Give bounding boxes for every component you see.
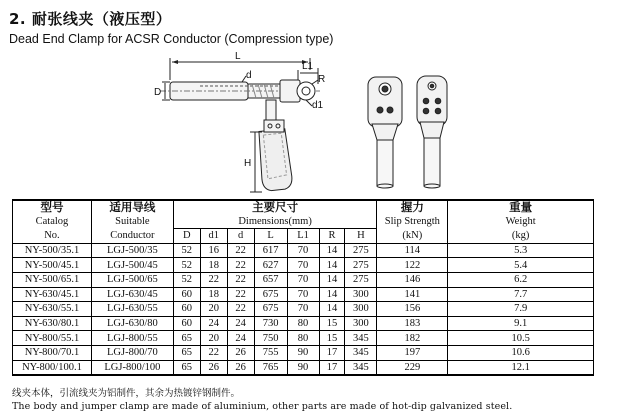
footnote-en: The body and jumper clamp are made of aluminium, other parts are made of hot-dip galvanized steel.	[12, 401, 513, 412]
front-view-jumper-clamp	[417, 76, 447, 188]
cell-d: 22	[227, 302, 254, 317]
cell-conductor: LGJ-630/55	[91, 302, 173, 317]
table-row	[13, 258, 594, 273]
cell-conductor: LGJ-800/55	[91, 331, 173, 346]
cell-slip: 146	[377, 272, 448, 287]
header-slip-en-1: Slip Strength	[377, 215, 448, 229]
cell-model: NY-500/65.1	[13, 272, 92, 287]
cell-l: 765	[254, 360, 287, 375]
cell-l1: 70	[287, 302, 319, 317]
dim-label-d1: d1	[312, 100, 324, 111]
cell-conductor: LGJ-500/65	[91, 272, 173, 287]
header-dim-d1: d1	[200, 229, 227, 244]
table-row	[13, 345, 594, 360]
cell-model: NY-500/35.1	[13, 243, 92, 258]
cell-d: 65	[173, 360, 200, 375]
cell-model: NY-630/45.1	[13, 287, 92, 302]
cell-d1: 22	[200, 272, 227, 287]
header-slip-cn: 握力	[377, 200, 448, 215]
dim-label-L1: L1	[302, 61, 314, 72]
cell-d1: 22	[200, 345, 227, 360]
cell-model: NY-630/55.1	[13, 302, 92, 317]
cell-d: 22	[227, 243, 254, 258]
header-dim-L: L	[254, 229, 287, 244]
header-dims-cn: 主要尺寸	[173, 200, 377, 215]
dim-label-H: H	[244, 158, 252, 169]
cell-r: 14	[319, 272, 345, 287]
dim-label-R: R	[318, 74, 326, 85]
header-model-cn: 型号	[13, 200, 92, 215]
cell-conductor: LGJ-630/80	[91, 316, 173, 331]
header-model-en-1: Catalog	[13, 215, 92, 229]
cell-slip: 122	[377, 258, 448, 273]
cell-weight: 9.1	[448, 316, 594, 331]
table-row	[13, 243, 594, 258]
table-row	[13, 287, 594, 302]
cell-l: 657	[254, 272, 287, 287]
cell-d: 65	[173, 331, 200, 346]
header-dim-H: H	[345, 229, 377, 244]
cell-l: 675	[254, 302, 287, 317]
cell-r: 15	[319, 316, 345, 331]
cell-l1: 70	[287, 243, 319, 258]
cell-l1: 80	[287, 331, 319, 346]
cell-l1: 70	[287, 272, 319, 287]
cell-d: 60	[173, 287, 200, 302]
cell-d1: 16	[200, 243, 227, 258]
cell-d: 24	[227, 316, 254, 331]
cell-weight: 7.9	[448, 302, 594, 317]
table-row	[13, 272, 594, 287]
cell-h: 275	[345, 272, 377, 287]
cell-l1: 90	[287, 345, 319, 360]
dim-label-d: d	[246, 70, 252, 81]
cell-h: 300	[345, 302, 377, 317]
cell-weight: 7.7	[448, 287, 594, 302]
header-dim-D: D	[173, 229, 200, 244]
cell-slip: 182	[377, 331, 448, 346]
cell-d: 22	[227, 287, 254, 302]
cell-slip: 197	[377, 345, 448, 360]
cell-d1: 20	[200, 331, 227, 346]
table-row	[13, 331, 594, 346]
cell-l1: 70	[287, 258, 319, 273]
cell-d: 52	[173, 272, 200, 287]
cell-model: NY-500/45.1	[13, 258, 92, 273]
cell-conductor: LGJ-500/45	[91, 258, 173, 273]
cell-h: 345	[345, 360, 377, 375]
header-conductor-en-1: Suitable	[91, 215, 173, 229]
cell-slip: 114	[377, 243, 448, 258]
cell-l: 675	[254, 287, 287, 302]
cell-d: 22	[227, 258, 254, 273]
header-conductor-cn: 适用导线	[91, 200, 173, 215]
cell-d1: 20	[200, 302, 227, 317]
header-dim-d: d	[227, 229, 254, 244]
cell-conductor: LGJ-800/70	[91, 345, 173, 360]
header-model-en-2: No.	[13, 229, 92, 244]
cell-model: NY-800/55.1	[13, 331, 92, 346]
cell-l1: 80	[287, 316, 319, 331]
cell-d: 65	[173, 345, 200, 360]
cell-model: NY-800/100.1	[13, 360, 92, 375]
cell-d: 52	[173, 258, 200, 273]
cell-h: 275	[345, 258, 377, 273]
spec-table	[12, 199, 594, 376]
cell-weight: 6.2	[448, 272, 594, 287]
cell-d1: 18	[200, 258, 227, 273]
cell-d: 26	[227, 360, 254, 375]
cell-slip: 229	[377, 360, 448, 375]
cell-d: 52	[173, 243, 200, 258]
header-conductor-en-2: Conductor	[91, 229, 173, 244]
section-title-en: Dead End Clamp for ACSR Conductor (Compression type)	[9, 32, 334, 46]
header-weight-en-1: Weight	[448, 215, 594, 229]
header-weight-en-2: (kg)	[448, 229, 594, 244]
cell-d: 22	[227, 272, 254, 287]
cell-conductor: LGJ-500/35	[91, 243, 173, 258]
cell-d: 24	[227, 331, 254, 346]
front-view-clamp	[368, 77, 402, 188]
cell-r: 14	[319, 302, 345, 317]
cell-l1: 90	[287, 360, 319, 375]
footnote-cn: 线夹本体，引流线夹为铝制件，其余为热镀锌钢制件。	[12, 388, 241, 399]
cell-slip: 183	[377, 316, 448, 331]
cell-l: 730	[254, 316, 287, 331]
cell-l1: 70	[287, 287, 319, 302]
cell-d: 26	[227, 345, 254, 360]
cell-conductor: LGJ-630/45	[91, 287, 173, 302]
cell-l: 627	[254, 258, 287, 273]
cell-h: 300	[345, 316, 377, 331]
cell-weight: 12.1	[448, 360, 594, 375]
cell-slip: 156	[377, 302, 448, 317]
cell-d: 60	[173, 302, 200, 317]
section-title-cn: 2. 耐张线夹（液压型）	[9, 10, 172, 28]
dim-label-L: L	[235, 51, 241, 62]
cell-r: 14	[319, 287, 345, 302]
cell-model: NY-630/80.1	[13, 316, 92, 331]
cell-r: 17	[319, 345, 345, 360]
header-dim-R: R	[319, 229, 345, 244]
cell-h: 300	[345, 287, 377, 302]
header-dim-L1: L1	[287, 229, 319, 244]
cell-d1: 24	[200, 316, 227, 331]
cell-d: 60	[173, 316, 200, 331]
cell-weight: 10.6	[448, 345, 594, 360]
cell-conductor: LGJ-800/100	[91, 360, 173, 375]
cell-weight: 10.5	[448, 331, 594, 346]
cell-r: 14	[319, 243, 345, 258]
cell-l: 750	[254, 331, 287, 346]
cell-d1: 26	[200, 360, 227, 375]
cell-weight: 5.4	[448, 258, 594, 273]
cell-weight: 5.3	[448, 243, 594, 258]
cell-r: 14	[319, 258, 345, 273]
header-dims-en: Dimensions(mm)	[173, 215, 377, 229]
cell-h: 345	[345, 345, 377, 360]
cell-model: NY-800/70.1	[13, 345, 92, 360]
table-row	[13, 302, 594, 317]
clamp-technical-drawing	[0, 45, 619, 200]
cell-d1: 18	[200, 287, 227, 302]
header-weight-cn: 重量	[448, 200, 594, 215]
cell-l: 617	[254, 243, 287, 258]
cell-r: 17	[319, 360, 345, 375]
dim-label-D: D	[154, 87, 162, 98]
cell-l: 755	[254, 345, 287, 360]
cell-r: 15	[319, 331, 345, 346]
table-row	[13, 360, 594, 375]
cell-slip: 141	[377, 287, 448, 302]
cell-h: 275	[345, 243, 377, 258]
cell-h: 345	[345, 331, 377, 346]
header-slip-en-2: (kN)	[377, 229, 448, 244]
table-row	[13, 316, 594, 331]
